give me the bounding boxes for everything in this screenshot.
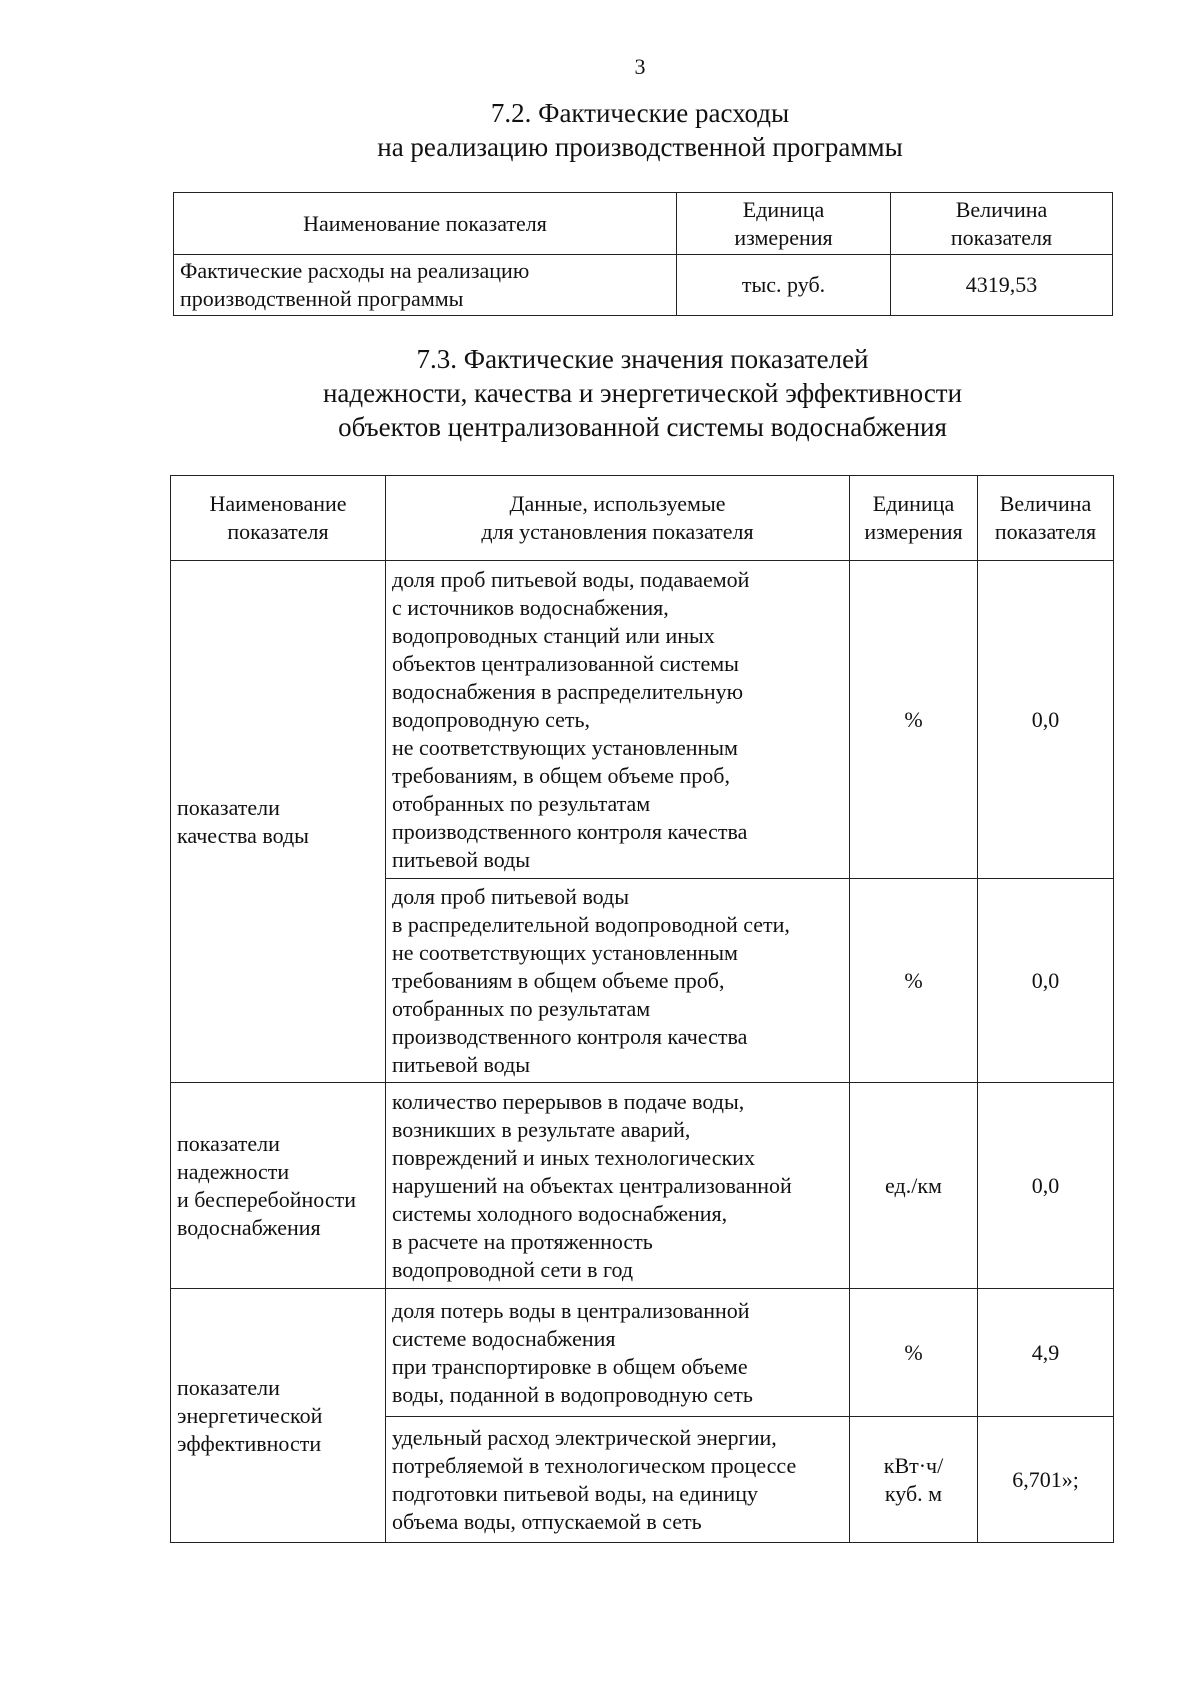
row-unit: %: [850, 1289, 978, 1417]
header-value: Величина показателя: [891, 193, 1113, 255]
row-value: 6,701»;: [978, 1417, 1114, 1543]
section-7-2-title: [0, 96, 1200, 164]
table-row: [171, 1083, 1114, 1289]
group-name-energy-efficiency: показатели энергетической эффективности: [171, 1289, 386, 1543]
page-number: 3: [634, 54, 646, 79]
header-value: Величина показателя: [978, 476, 1114, 561]
row-value: 4,9: [978, 1289, 1114, 1417]
title-line: объектов централизованной системы водоснабжения: [338, 412, 947, 442]
row-data: удельный расход электрической энергии, потребляемой в технологическом процессе подготовки питьевой воды, на единицу объема воды, отпускаемой в сеть: [386, 1417, 850, 1543]
header-name: Наименование показателя: [171, 476, 386, 561]
row-data: доля потерь воды в централизованной системе водоснабжения при транспортировке в общем объеме воды, поданной в водопроводную сеть: [386, 1289, 850, 1417]
row-value: 4319,53: [891, 255, 1113, 316]
section-7-3-title: [0, 342, 1200, 444]
row-unit: кВт·ч/ куб. м: [850, 1417, 978, 1543]
row-name: Фактические расходы на реализацию производственной программы: [174, 255, 677, 316]
table-row: [174, 255, 1113, 316]
header-unit: Единица измерения: [677, 193, 891, 255]
row-unit: %: [850, 561, 978, 879]
expenses-table: [173, 192, 1113, 316]
table-header-row: [171, 476, 1114, 561]
row-data: доля проб питьевой воды в распределительной водопроводной сети, не соответствующих установленным требованиям в общем объеме проб, отобранных по результатам производственного контроля качества питьевой воды: [386, 879, 850, 1083]
table-row: [171, 1289, 1114, 1417]
row-data: доля проб питьевой воды, подаваемой с источников водоснабжения, водопроводных станций или иных объектов централизованной системы водоснабжения в распределительную водопроводную сеть, не соответствующих установленным требованиям, в общем объеме проб, отобранных по результатам производственного контроля качества питьевой воды: [386, 561, 850, 879]
title-line: 7.2. Фактические расходы: [490, 98, 790, 128]
table-header-row: [174, 193, 1113, 255]
row-unit: тыс. руб.: [677, 255, 891, 316]
group-name-reliability: показатели надежности и бесперебойности водоснабжения: [171, 1083, 386, 1289]
title-line: надежности, качества и энергетической эффективности: [322, 378, 963, 408]
row-unit: %: [850, 879, 978, 1083]
row-value: 0,0: [978, 879, 1114, 1083]
title-line: на реализацию производственной программы: [377, 132, 903, 162]
row-value: 0,0: [978, 1083, 1114, 1289]
header-unit: Единица измерения: [850, 476, 978, 561]
row-unit: ед./км: [850, 1083, 978, 1289]
header-data: Данные, используемые для установления показателя: [386, 476, 850, 561]
row-value: 0,0: [978, 561, 1114, 879]
group-name-water-quality: показатели качества воды: [171, 561, 386, 1083]
row-data: количество перерывов в подаче воды, возникших в результате аварий, повреждений и иных технологических нарушений на объектах централизованной системы холодного водоснабжения, в расчете на протяженность водопроводной сети в год: [386, 1083, 850, 1289]
title-line: 7.3. Фактические значения показателей: [416, 344, 869, 374]
header-name: Наименование показателя: [174, 193, 677, 255]
table-row: [171, 561, 1114, 879]
indicators-table: [170, 475, 1114, 1543]
